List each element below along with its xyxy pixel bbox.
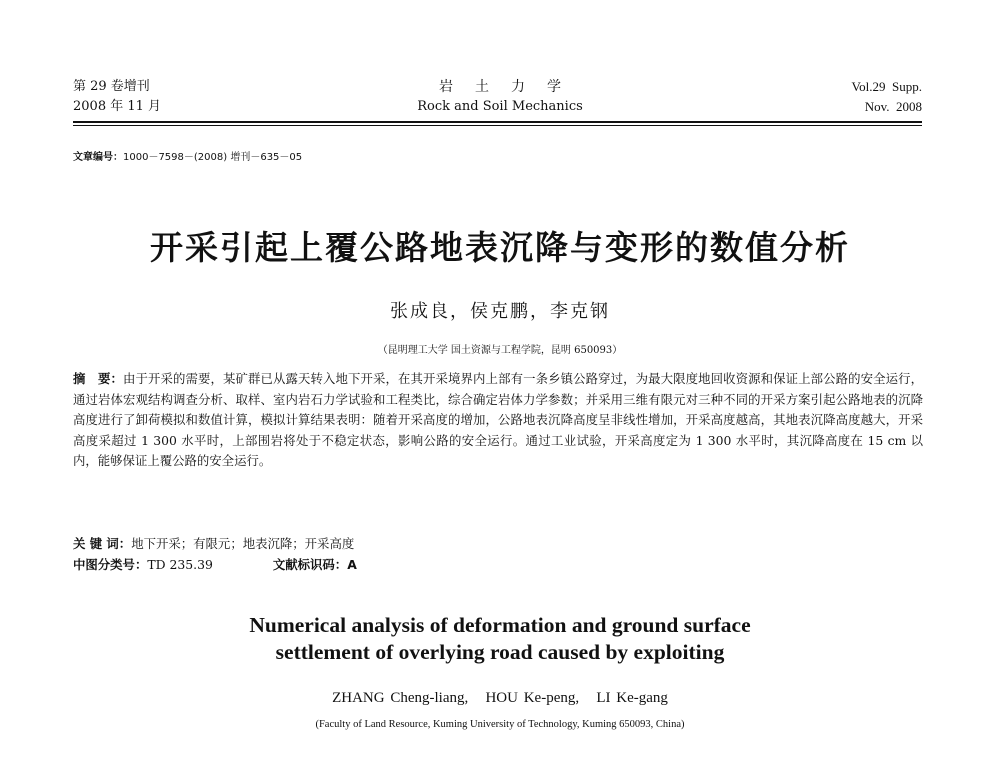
paper-title-cn: 开采引起上覆公路地表沉降与变形的数值分析 xyxy=(150,228,850,267)
paper-title-en-line2: settlement of overlying road caused by exploiting xyxy=(275,640,725,664)
article-number-value: 1000－7598－(2008) 增刊－635－05 xyxy=(123,152,303,163)
journal-name xyxy=(380,77,620,117)
paper-title-en xyxy=(0,612,1000,666)
doc-code-value: A xyxy=(347,557,357,572)
abstract-text: 由于开采的需要，某矿群已从露天转入地下开采，在其开采境界内上部有一条乡镇公路穿过，为最大限度地回收资源和保证上部公路的安全运行，通过岩体宏观结构调查分析、取样、室内岩石力学试验和工程类比，综合确定岩体力学参数；并采用三维有限元对三种不同的开采方案引起公路地表的沉降高度进行了卸荷模拟和数值计算，模拟计算结果表明：随着开采高度的增加，公路地表沉降高度呈非线性增加，开采高度越高，其地表沉降高度越大，开采高度采超过 1 300 水平时，上部围岩将处于不稳定状态，影响公路的安全运行。通过工业试验，开采高度定为 1 300 水平时，其沉降高度在 15 cm 以内，能够保证上覆公路的安全运行。 xyxy=(73,371,924,468)
volume-supp: Vol.29 Supp. xyxy=(851,79,922,94)
volume-info-en xyxy=(851,77,922,117)
affiliation-en: (Faculty of Land Resource, Kuming University of Technology, Kuming 650093, China) xyxy=(315,719,685,730)
keywords-text: 地下开采；有限元；地表沉降；开采高度 xyxy=(131,536,355,551)
journal-name-en: Rock and Soil Mechanics xyxy=(417,99,583,114)
article-number xyxy=(73,148,302,163)
abstract-label: 摘 要： xyxy=(73,371,124,386)
clc-label: 中图分类号： xyxy=(73,557,148,572)
journal-name-cn: 岩土力学 xyxy=(439,79,583,95)
article-number-label: 文章编号： xyxy=(73,152,123,163)
issue-info xyxy=(73,77,161,117)
volume-issue: 第 29 卷增刊 xyxy=(73,79,150,94)
header-rule-thick xyxy=(73,121,922,123)
authors-cn: 张成良，侯克鹏，李克钢 xyxy=(390,301,610,322)
keywords xyxy=(73,534,354,552)
issue-date-en: Nov. 2008 xyxy=(864,99,922,114)
keywords-label: 关 键 词： xyxy=(73,536,132,551)
issue-date: 2008 年 11 月 xyxy=(73,99,162,114)
clc-value: TD 235.39 xyxy=(147,557,213,572)
abstract-cn xyxy=(73,369,923,472)
affiliation-cn: （昆明理工大学 国土资源与工程学院，昆明 650093） xyxy=(377,345,623,356)
header-rule-thin xyxy=(73,125,922,126)
paper-title-en-line1: Numerical analysis of deformation and ground surface xyxy=(249,613,751,637)
doc-code-label: 文献标识码： xyxy=(272,557,348,572)
authors-en: ZHANG Cheng-liang, HOU Ke-peng, LI Ke-gang xyxy=(332,690,668,706)
classification xyxy=(73,555,357,573)
